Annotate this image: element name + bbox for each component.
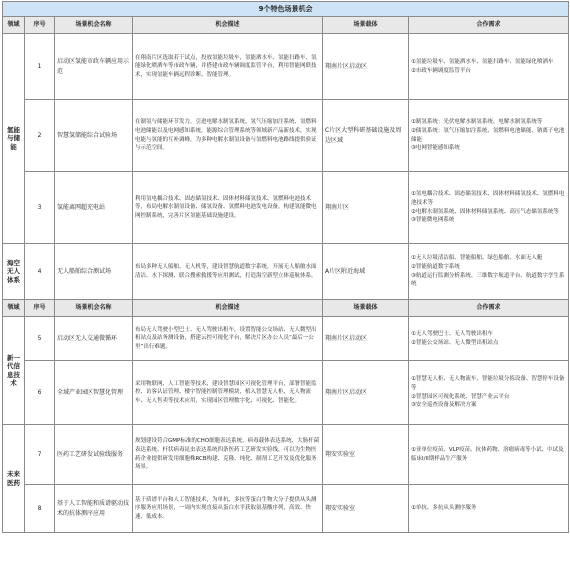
opportunity-description: 布局无人驾驶小型巴士、无人驾驶出租车，设置智能公交场站、无人微型出租站点及站务测设备，搭建云控可视化平台，解决片区办公人员“最后一公里”出行难题。 xyxy=(133,317,323,361)
scenario-name: 智慧氢储能综合试验场 xyxy=(55,100,133,172)
table-header-row xyxy=(3,17,569,34)
header-scenario-name: 场景机会名称 xyxy=(55,17,133,34)
opportunity-description: 利用氢电耦合技术、固态储氢技术、固体材料储氢技术、氢燃料电池技术等，布局电解水制氢设备、储氢设备、氢燃料电池发电设备，构建氢能微电网控制系统，完善片区氢能基础设施建设。 xyxy=(133,172,323,244)
table-row xyxy=(3,317,569,361)
table-row xyxy=(3,425,569,485)
scenario-name: 氢能离网超充电站 xyxy=(55,172,133,244)
opportunity-description: 规划建设符合GMP标准的CHO细胞表达系统、病毒载体表达系统、大肠杆菌表达系统、杆状病毒昆虫表达系统四条医药工艺研发实验线，可以为生物医药企业提供研发用细胞株RCB构建、克隆、纯化、制剂工艺开发及优化服务场景。 xyxy=(133,425,323,485)
scenario-name: 启动区氢能市政车辆应用示范 xyxy=(55,34,133,100)
cooperation-needs: ①氢能垃圾车、氢能洒水车、氢能扫路车、氢能绿化喷洒车 ②市政车辆调度监管平台 xyxy=(409,34,569,100)
scenario-name: 医药工艺研发试验线服务 xyxy=(55,425,133,485)
row-number: 4 xyxy=(25,244,55,300)
scenario-name: 基于人工智能和质谱驱动技术的抗体测序应用 xyxy=(55,485,133,533)
cooperation-needs: ①无人驾驶巴士、无人驾驶出租车 ②智能公交场站、无人微型出租站点 xyxy=(409,317,569,361)
domain-cell: 新一代信息技术 xyxy=(3,317,25,425)
header-description: 机会描述 xyxy=(133,17,323,34)
scenario-table xyxy=(2,1,569,533)
scenario-carrier: 翔安实验室 xyxy=(323,425,409,485)
scenario-name: 启动区无人交通微循环 xyxy=(55,317,133,361)
header-cooperation-needs: 合作需求 xyxy=(409,17,569,34)
opportunity-description: 采用物联网、人工智能等技术，建设智慧园区可视化管理平台，部署智能监控、访客认证管理、楼宇智能控制管理模块，植入智慧无人柜、无人物流车、无人售卖等技术应用，实现园区管理数字化、可视化、智能化。 xyxy=(133,361,323,425)
scenario-name: 全域产业园区智慧化管理 xyxy=(55,361,133,425)
table-title-row xyxy=(3,2,569,17)
scenario-name: 无人船舶综合测试场 xyxy=(55,244,133,300)
row-number: 3 xyxy=(25,172,55,244)
opportunity-description: 布局多种无人船舶、无人机等，建设智慧航道数字系统，开展无人船舶水面清洁、水下探测、联合搜索救援等应用测试，打造海空新型立体巡航体系。 xyxy=(133,244,323,300)
cooperation-needs: ①无人垃圾清洁船、智能船舶、绿色船舶、水面无人艇 ②智能航道数字系统 ③航道运行监测分析系统、三维数字航道平台、航道数字孪生系统 xyxy=(409,244,569,300)
scenario-carrier: A片区附近海域 xyxy=(323,244,409,300)
domain-cell: 氢能与储能 xyxy=(3,34,25,244)
domain-cell: 未来医药 xyxy=(3,425,25,533)
header-cooperation-needs: 合作需求 xyxy=(409,300,569,317)
opportunity-description: 在翔南片区选取若干试点，投放氢能垃圾车、氢能洒水车、氢能扫路车、氢能绿化喷洒车等市政车辆，并搭建市政车辆调度监管平台，利用智能网联技术，实现氢能车辆远程诊断、智能管理。 xyxy=(133,34,323,100)
table-header-row-repeat xyxy=(3,300,569,317)
header-domain: 领域 xyxy=(3,300,25,317)
cooperation-needs: ①单抗、多抗从头测序服务 xyxy=(409,485,569,533)
opportunity-description: 基于质谱平台和人工智能技术，为单抗、多抗等蛋白生物大分子提供从头测序服务应用场景，一周内实现直接从蛋白水平获取氨基酸序列，高效、快速、低成本。 xyxy=(133,485,323,533)
header-description: 机会描述 xyxy=(133,300,323,317)
scenario-carrier: 翔南片区启动区 xyxy=(323,317,409,361)
header-carrier: 场景载体 xyxy=(323,300,409,317)
table-row xyxy=(3,100,569,172)
row-number: 7 xyxy=(25,425,55,485)
cooperation-needs: ①亚单位疫苗、VLP疫苗、抗体药物、溶瘤病毒等小试、中试及临床I/II期样品生产服务 xyxy=(409,425,569,485)
row-number: 2 xyxy=(25,100,55,172)
cooperation-needs: ①智慧无人柜、无人物流车、智能垃圾分拣设备、智慧停车设备等 ②智慧园区可视化系统、智慧产业云平台 ③安全巡查设备及解决方案 xyxy=(409,361,569,425)
scenario-carrier: C片区大型科研基础设施及周边区域 xyxy=(323,100,409,172)
row-number: 5 xyxy=(25,317,55,361)
row-number: 8 xyxy=(25,485,55,533)
row-number: 1 xyxy=(25,34,55,100)
table-row xyxy=(3,485,569,533)
row-number: 6 xyxy=(25,361,55,425)
header-number: 序号 xyxy=(25,300,55,317)
scenario-carrier: 翔南片区 xyxy=(323,172,409,244)
scenario-carrier: 翔南片区启动区 xyxy=(323,361,409,425)
table-title: 9个特色场景机会 xyxy=(3,2,569,17)
header-carrier: 场景载体 xyxy=(323,17,409,34)
header-scenario-name: 场景机会名称 xyxy=(55,300,133,317)
table-row xyxy=(3,244,569,300)
scenario-carrier: 翔安实验室 xyxy=(323,485,409,533)
cooperation-needs: ①制氢系统：光伏电解水制氢系统、电解水制氢系统等 ②储氢系统：氢气压缩加注系统、氢燃料电池储能、钠离子电池储能 ③电网智能感知系统 xyxy=(409,100,569,172)
cooperation-needs: ①氢电耦合技术、固态储氢技术、固体材料储氢技术、氢燃料电池技术等 ②电解水制氢系统、固体材料储氢系统、高压气态储氢系统等 ③智能微电网系统 xyxy=(409,172,569,244)
header-number: 序号 xyxy=(25,17,55,34)
header-domain: 领域 xyxy=(3,17,25,34)
table-row xyxy=(3,361,569,425)
opportunity-description: 在制氢与储能环节发力，引进电解水制氢系统、氢气压缩加注系统、氢燃料电池储能以及电网感知系统，能源综合管理系统等领域新产品新技术，实现电能与氢能的互补调峰，为多种电解水制氢设备与氢燃料电池路线提供验证与示范空间。 xyxy=(133,100,323,172)
scenario-carrier: 翔南片区启动区 xyxy=(323,34,409,100)
table-row xyxy=(3,172,569,244)
domain-cell: 海空无人体系 xyxy=(3,244,25,300)
table-row xyxy=(3,34,569,100)
